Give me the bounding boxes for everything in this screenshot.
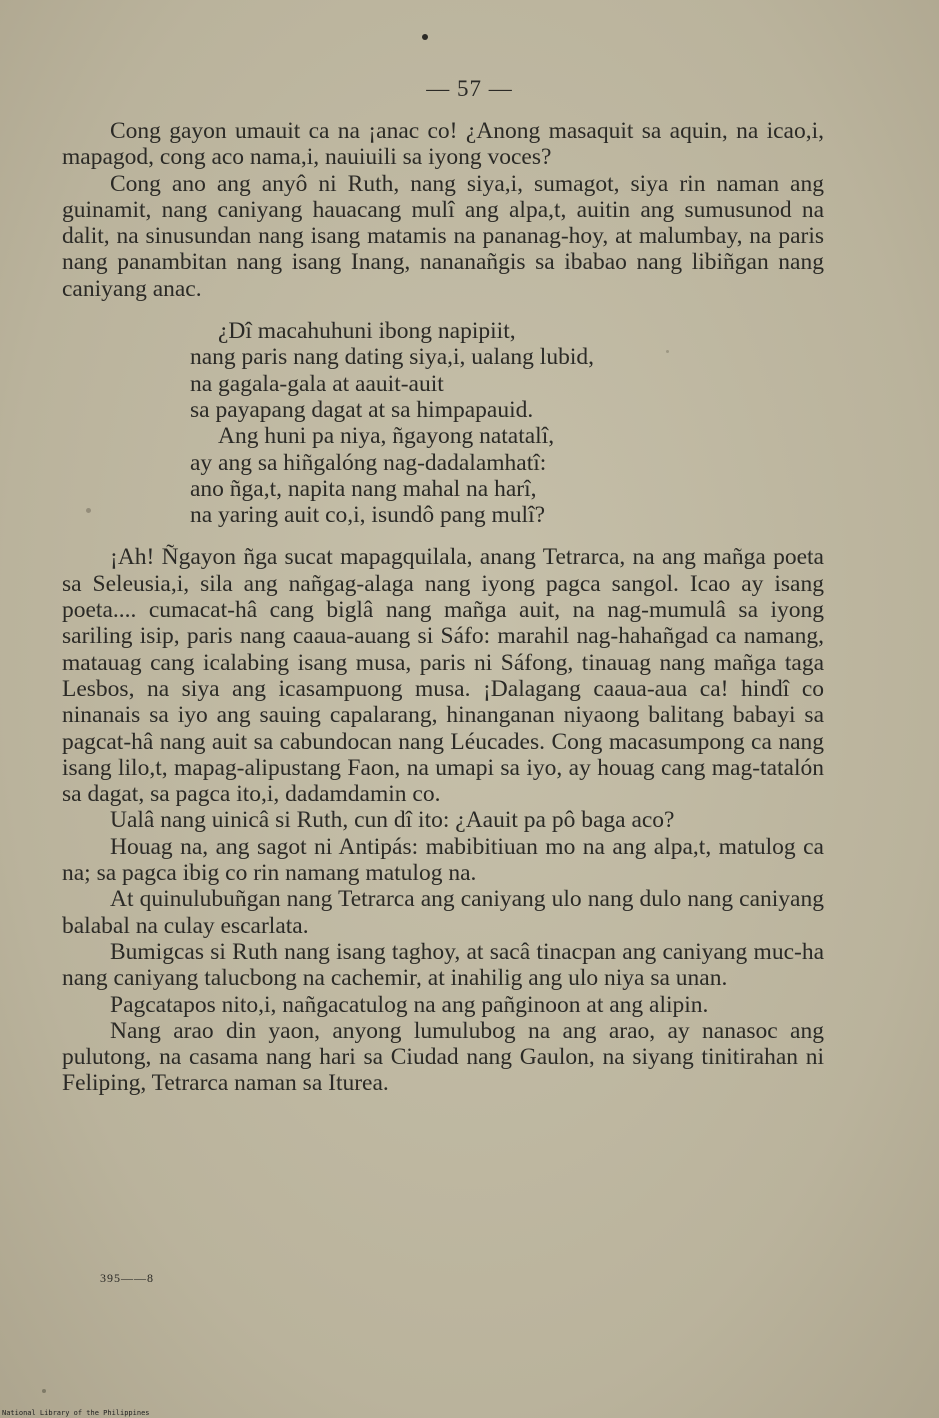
paragraph: At quinulubuñgan nang Tetrarca ang caniyang ulo nang dulo nang caniyang balabal na culay escarlata. <box>62 886 824 939</box>
body-text <box>62 118 824 1097</box>
paper-speck <box>666 350 669 353</box>
verse-line: nang paris nang dating siya,i, ualang lubid, <box>190 344 594 371</box>
signature-mark: 395——8 <box>100 1271 154 1285</box>
verse-line: ay ang sa hiñgalóng nag-dadalamhatî: <box>190 449 547 476</box>
paragraph: Cong gayon umauit ca na ¡anac co! ¿Anong masaquit sa aquin, na icao,i, mapagod, cong aco nama,i, nauiuili sa iyong voces? <box>62 118 824 171</box>
paragraph: Cong ano ang anyô ni Ruth, nang siya,i, sumagot, siya rin naman ang guinamit, nang caniyang hauacang mulî ang alpa,t, auitin ang sumusunod na dalit, na sinusundan nang isang matamis na pananag-hoy, at malumbay, na paris nang panambitan nang isang Inang, nananañgis sa ibabao nang libiñgan nang caniyang anac. <box>62 170 824 302</box>
verse-line: Ang huni pa niya, ñgayong natatalî, <box>218 423 555 450</box>
verse-line: ¿Dî macahuhuni ibong napipiit, <box>218 318 516 345</box>
paragraph: Pagcatapos nito,i, nañgacatulog na ang pañginoon at ang alipin. <box>110 991 709 1018</box>
paragraph: ¡Ah! Ñgayon ñga sucat mapagquilala, anang Tetrarca, na ang mañga poeta sa Seleusia,i, sila ang nañgag-alaga nang iyong pagca sangol. Icao ay isang poeta.... cumacat-hâ cang biglâ nang mañga auit, na nag-mumulâ sa iyong sariling isip, paris nang caaua-auang si Sáfo: marahil nag-hahañgad ca namang, matauag cang icalabing isang musa, paris ni Sáfong, tinauag nang mañga taga Lesbos, na siya ang icasampuong musa. ¡Dalagang caaua-aua ca! hindî co ninanais sa iyo ang sauing capalarang, hinanganan niyaong balitang babayi sa pagcat-hâ nang auit sa cabundocan nang Léucades. Cong macasumpong ca nang isang lilo,t, mapag-alipustang Faon, na umapi sa iyo, ay houag cang mag-tatalón sa dagat, sa pagca ito,i, dadamdamin co. <box>62 544 824 808</box>
verse-line: ano ñga,t, napita nang mahal na harî, <box>190 475 537 502</box>
verse-line: sa payapang dagat at sa himpapauid. <box>190 396 534 423</box>
paragraph: Ualâ nang uinicâ si Ruth, cun dî ito: ¿Aauit pa pô baga aco? <box>110 807 675 834</box>
top-dot <box>422 34 428 40</box>
page-number: — 57 — <box>426 76 513 101</box>
verse <box>190 318 824 528</box>
paragraph: Nang arao din yaon, anyong lumulubog na ang arao, ay nanasoc ang pulutong, na casama nang hari sa Ciudad nang Gaulon, na siyang tinitirahan ni Feliping, Tetrarca naman sa Iturea. <box>62 1017 824 1097</box>
library-credit: National Library of the Philippines <box>2 1409 150 1417</box>
verse-line: na gagala-gala at aauit-auit <box>190 370 444 397</box>
verse-line: na yaring auit co,i, isundô pang mulî? <box>190 502 546 529</box>
paper-speck <box>86 508 91 513</box>
paragraph: Bumigcas si Ruth nang isang taghoy, at sacâ tinacpan ang caniyang muc-ha nang caniyang talucbong na cachemir, at inahilig ang ulo niya sa unan. <box>62 938 824 992</box>
paragraph: Houag na, ang sagot ni Antipás: mabibitiuan mo na ang alpa,t, matulog ca na; sa pagca ibig co rin namang matulog na. <box>62 833 824 887</box>
paper-speck <box>42 1389 46 1393</box>
